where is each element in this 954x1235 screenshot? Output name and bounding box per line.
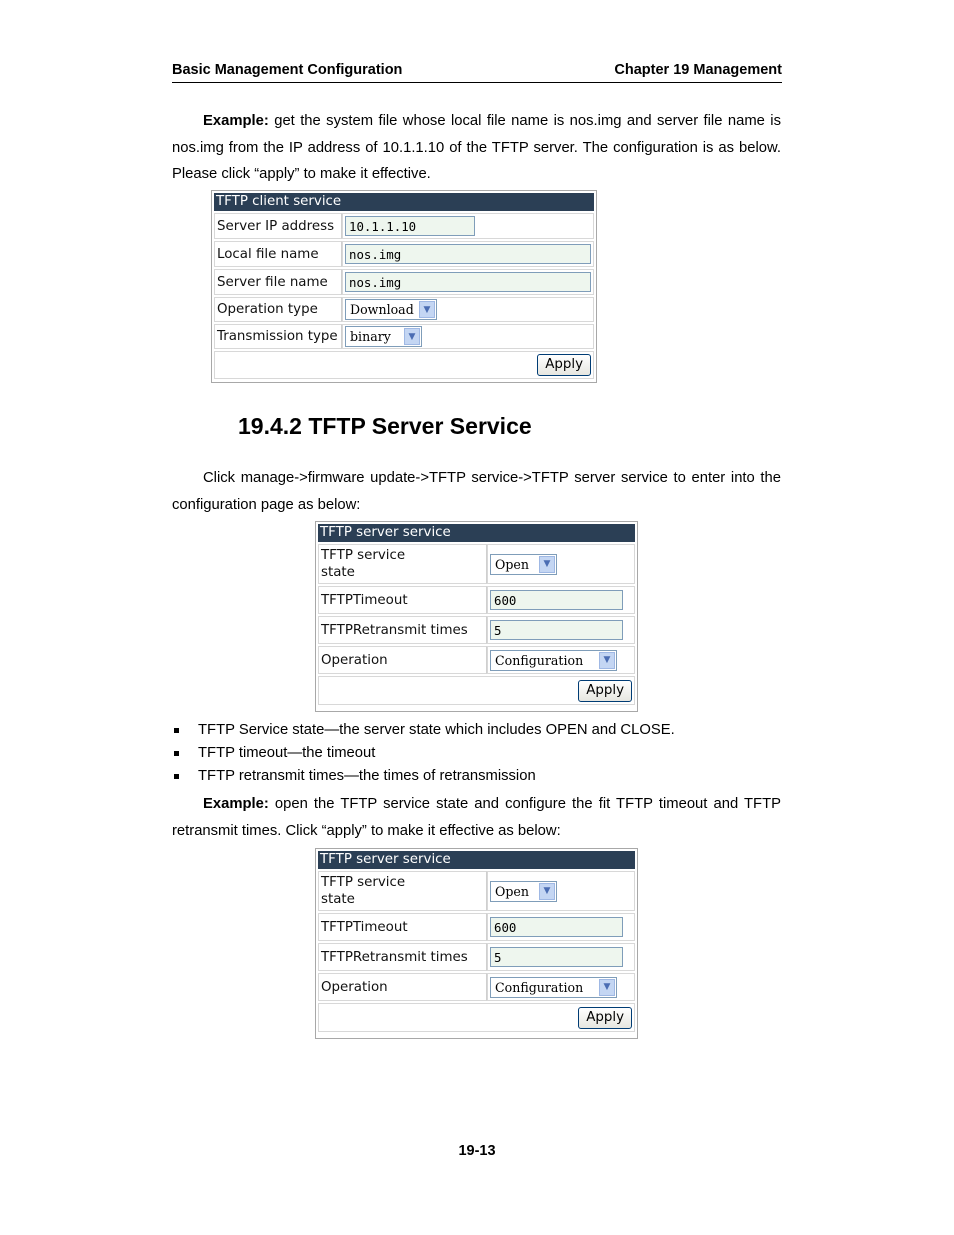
apply-cell (214, 351, 594, 379)
example-lead: Example: (203, 796, 269, 812)
example-lead: Example: (203, 113, 269, 129)
transmission-type-select[interactable] (345, 326, 422, 347)
list-item: TFTP retransmit times—the times of retransmission (172, 765, 675, 788)
form-row (214, 324, 594, 349)
local-file-input[interactable]: nos.img (345, 244, 591, 264)
row-label: Local file name (214, 241, 342, 267)
row-label (318, 871, 487, 911)
apply-button[interactable]: Apply (537, 354, 591, 376)
row-value-cell (342, 324, 594, 349)
operation-type-select[interactable] (345, 299, 437, 320)
select-value: binary (350, 329, 391, 344)
row-value-cell (487, 586, 635, 614)
page-number: 19-13 (458, 1143, 496, 1159)
row-label: TFTPRetransmit times (318, 616, 487, 644)
row-label: Server file name (214, 269, 342, 295)
service-state-select[interactable] (490, 881, 557, 902)
form-row (214, 213, 594, 239)
example-paragraph-2 (172, 791, 781, 844)
server-ip-input[interactable]: 10.1.1.10 (345, 216, 475, 236)
retransmit-input[interactable]: 5 (490, 620, 623, 640)
row-label: TFTPTimeout (318, 913, 487, 941)
chevron-down-icon: ▼ (404, 328, 420, 345)
apply-button[interactable]: Apply (578, 680, 632, 702)
form-row (318, 1003, 635, 1032)
example-text: get the system file whose local file name is nos.img and server file name is nos.img from the IP address of 10.1.1.10 of the TFTP server. The configuration is as below. Please click “apply” to make it effective. (172, 113, 781, 182)
panel-title: TFTP client service (214, 193, 594, 211)
row-value-cell (342, 213, 594, 239)
select-value: Open (495, 883, 529, 899)
panel-title: TFTP server service (318, 524, 635, 542)
example-text: open the TFTP service state and configure the fit TFTP timeout and TFTP retransmit times. Click “apply” to make it effective as below: (172, 796, 781, 839)
row-label: TFTPRetransmit times (318, 943, 487, 971)
form-row (214, 269, 594, 295)
operation-select[interactable] (490, 977, 617, 998)
header-right: Chapter 19 Management (614, 62, 782, 78)
server-form-table (318, 869, 635, 1034)
page-header (172, 62, 782, 83)
form-row (318, 646, 635, 674)
apply-cell (318, 676, 635, 705)
list-item: TFTP Service state—the server state which includes OPEN and CLOSE. (172, 719, 675, 742)
tftp-server-panel-1 (315, 521, 638, 712)
apply-cell (318, 1003, 635, 1032)
row-value-cell (487, 544, 635, 584)
service-state-label: TFTP service state (321, 875, 406, 907)
form-row (318, 943, 635, 971)
form-row (318, 676, 635, 705)
row-value-cell (487, 973, 635, 1001)
row-value-cell (342, 241, 594, 267)
form-row (318, 616, 635, 644)
example-paragraph-1 (172, 108, 781, 188)
chevron-down-icon: ▼ (599, 652, 615, 669)
chevron-down-icon: ▼ (599, 979, 615, 996)
retransmit-input[interactable]: 5 (490, 947, 623, 967)
operation-select[interactable] (490, 650, 617, 671)
row-value-cell (487, 871, 635, 911)
row-label: Server IP address (214, 213, 342, 239)
row-value-cell (487, 943, 635, 971)
intro-paragraph: Click manage->firmware update->TFTP service->TFTP server service to enter into the configuration page as below: (172, 470, 781, 513)
form-row (318, 586, 635, 614)
tftp-server-panel-2 (315, 848, 638, 1039)
form-row (318, 871, 635, 911)
form-row (318, 913, 635, 941)
form-row (214, 241, 594, 267)
row-value-cell (342, 297, 594, 322)
client-form-table (214, 211, 594, 381)
chevron-down-icon: ▼ (539, 556, 555, 573)
row-value-cell (487, 913, 635, 941)
row-value-cell (487, 616, 635, 644)
select-value: Download (350, 302, 414, 317)
row-label: Operation type (214, 297, 342, 322)
header-left: Basic Management Configuration (172, 62, 403, 78)
row-label: Transmission type (214, 324, 342, 349)
panel-title: TFTP server service (318, 851, 635, 869)
timeout-input[interactable]: 600 (490, 590, 623, 610)
row-value-cell (487, 646, 635, 674)
section-title: 19.4.2 TFTP Server Service (238, 413, 532, 439)
server-form-table (318, 542, 635, 707)
form-row (318, 544, 635, 584)
server-file-input[interactable]: nos.img (345, 272, 591, 292)
service-state-label: TFTP service state (321, 548, 406, 580)
row-value-cell (342, 269, 594, 295)
row-label (318, 544, 487, 584)
select-value: Configuration (495, 979, 584, 995)
chevron-down-icon: ▼ (539, 883, 555, 900)
list-item: TFTP timeout—the timeout (172, 742, 675, 765)
select-value: Open (495, 556, 529, 572)
row-label: TFTPTimeout (318, 586, 487, 614)
form-row (214, 297, 594, 322)
form-row (318, 973, 635, 1001)
chevron-down-icon: ▼ (419, 301, 435, 318)
select-value: Configuration (495, 652, 584, 668)
row-label: Operation (318, 646, 487, 674)
apply-button[interactable]: Apply (578, 1007, 632, 1029)
bullet-list (172, 719, 675, 788)
row-label: Operation (318, 973, 487, 1001)
timeout-input[interactable]: 600 (490, 917, 623, 937)
service-state-select[interactable] (490, 554, 557, 575)
tftp-client-panel (211, 190, 597, 383)
form-row (214, 351, 594, 379)
